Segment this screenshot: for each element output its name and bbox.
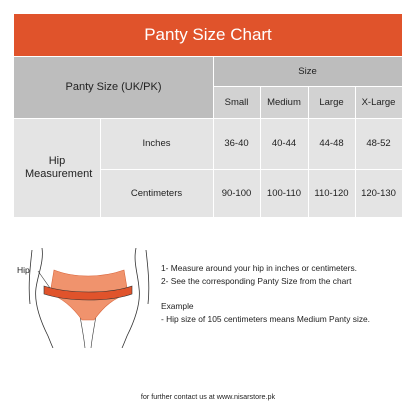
size-header-small: Small [213, 86, 260, 118]
instructions [161, 262, 406, 325]
size-header-large: Large [308, 86, 355, 118]
example-title: Example [161, 301, 194, 311]
unit-centimeters-label: Centimeters [100, 169, 213, 217]
value-inches-large: 44-48 [308, 118, 355, 169]
hip-measurement-label: Hip Measurement [14, 118, 100, 217]
unit-inches-label: Inches [100, 118, 213, 169]
size-header-xlarge: X-Large [355, 86, 402, 118]
value-cm-small: 90-100 [213, 169, 260, 217]
value-inches-xlarge: 48-52 [355, 118, 402, 169]
chart-title: Panty Size Chart [144, 25, 272, 44]
instruction-step-1: 1- Measure around your hip in inches or centimeters. [161, 263, 357, 273]
grid-line [14, 56, 402, 57]
grid-line [213, 56, 214, 217]
grid-line [14, 118, 402, 119]
grid-line [100, 169, 402, 170]
chart-title-banner [14, 14, 402, 56]
grid-line [260, 86, 261, 217]
corner-label-cell: Panty Size (UK/PK) [14, 56, 213, 118]
hip-label: Hip [17, 265, 30, 275]
example-text: - Hip size of 105 centimeters means Medium Panty size. [161, 313, 370, 324]
footer-contact: for further contact us at www.nisarstore.pk [140, 392, 276, 401]
value-cm-large: 110-120 [308, 169, 355, 217]
value-cm-xlarge: 120-130 [355, 169, 402, 217]
value-inches-medium: 40-44 [260, 118, 308, 169]
grid-line [308, 86, 309, 217]
grid-line [100, 118, 101, 217]
value-cm-medium: 100-110 [260, 169, 308, 217]
value-inches-small: 36-40 [213, 118, 260, 169]
hip-illustration [14, 248, 154, 348]
size-group-header: Size [213, 56, 402, 86]
grid-line [355, 86, 356, 217]
spacer [161, 287, 406, 300]
size-header-medium: Medium [260, 86, 308, 118]
instruction-step-2: 2- See the corresponding Panty Size from the chart [161, 275, 352, 286]
